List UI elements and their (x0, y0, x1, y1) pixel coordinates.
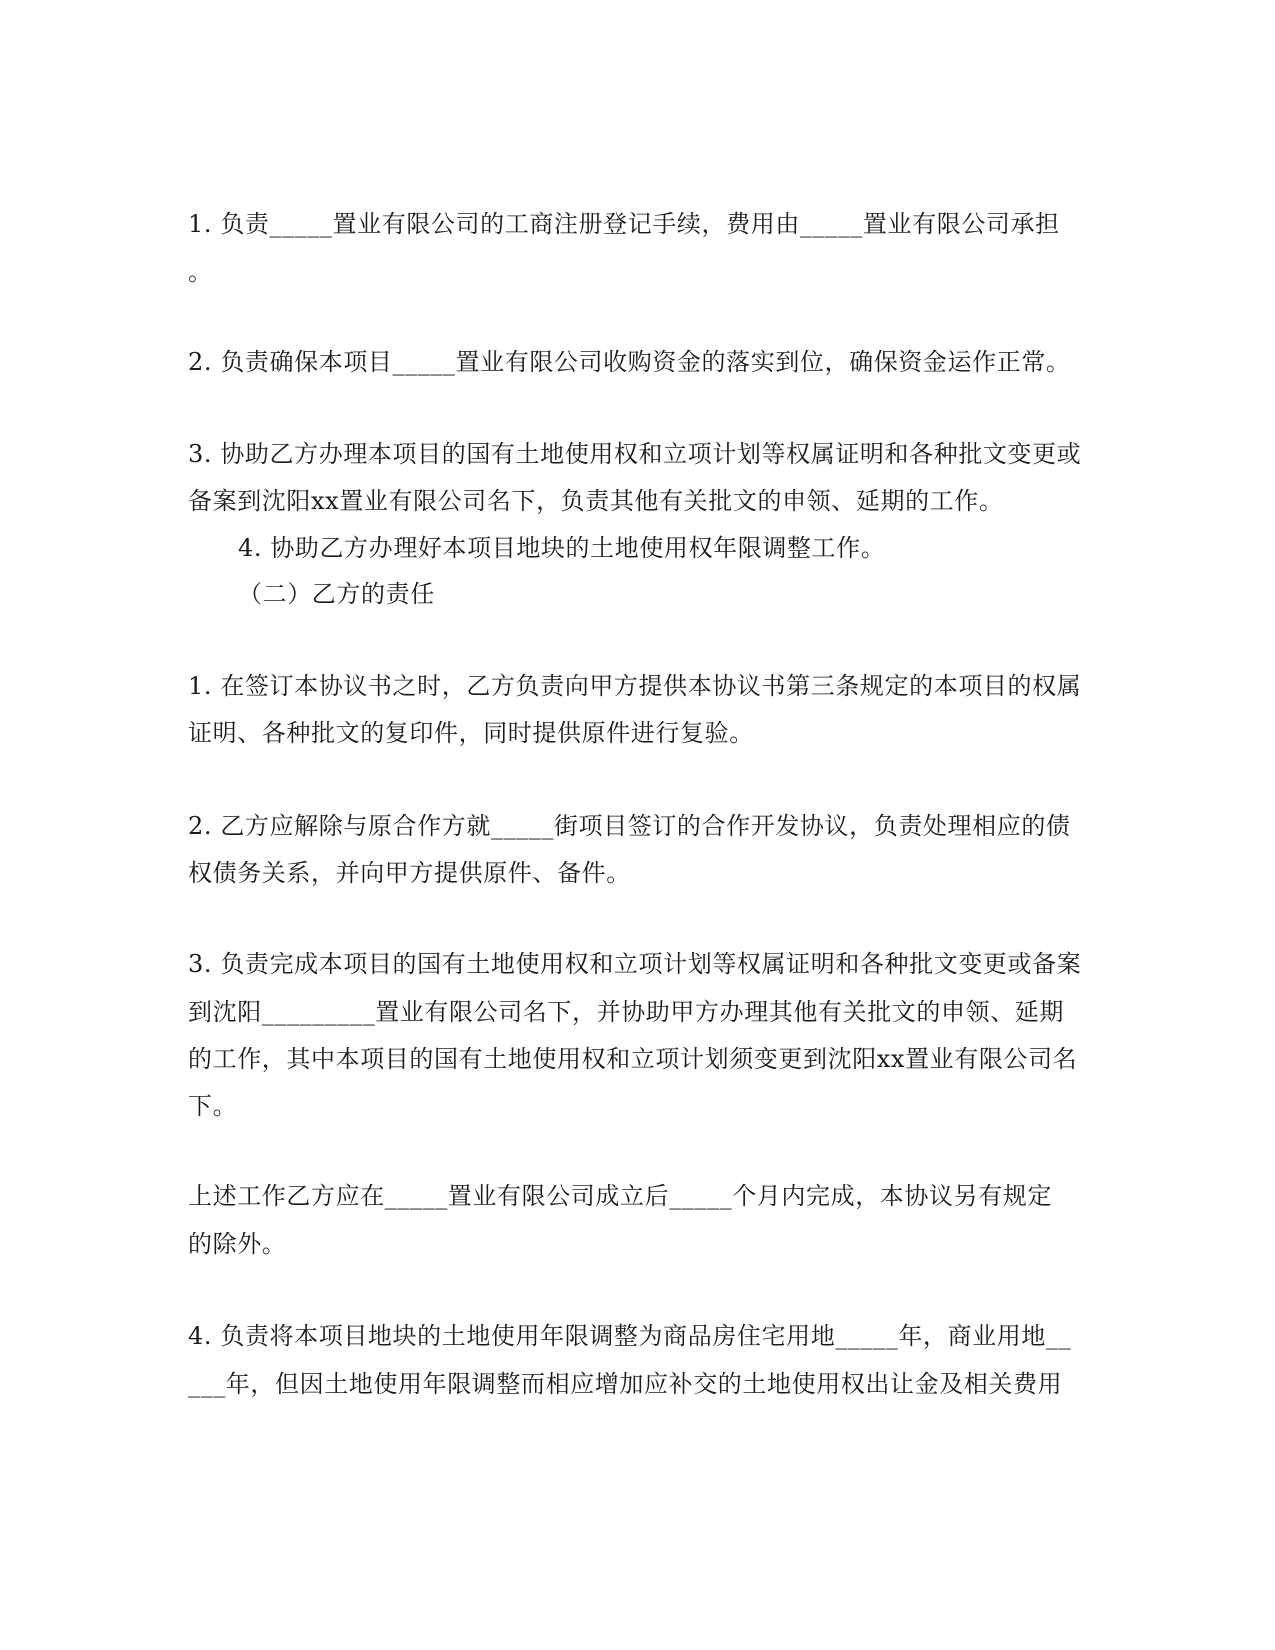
text-line-party-b-duty-3-cont-2: 的工作，其中本项目的国有土地使用权和立项计划须变更到沈阳xx置业有限公司名 (188, 1045, 1078, 1073)
text-line-party-a-duty-3-cont: 备案到沈阳xx置业有限公司名下，负责其他有关批文的申领、延期的工作。 (188, 487, 1004, 515)
text-line-party-a-duty-1: 1. 负责_____置业有限公司的工商注册登记手续，费用由_____置业有限公司承担 (188, 210, 1060, 238)
text-line-party-b-duty-2: 2. 乙方应解除与原合作方就_____街项目签订的合作开发协议，负责处理相应的债 (188, 812, 1071, 840)
text-line-party-b-duty-3: 3. 负责完成本项目的国有土地使用权和立项计划等权属证明和各种批文变更或备案 (188, 950, 1082, 978)
text-line-party-a-duty-4: 4. 协助乙方办理好本项目地块的土地使用权年限调整工作。 (238, 534, 886, 562)
text-line-party-a-duty-2: 2. 负责确保本项目_____置业有限公司收购资金的落实到位，确保资金运作正常。 (188, 348, 1071, 376)
text-line-deadline: 上述工作乙方应在_____置业有限公司成立后_____个月内完成，本协议另有规定 (188, 1182, 1052, 1210)
text-line-deadline-cont: 的除外。 (188, 1230, 287, 1258)
text-line-party-b-duty-3-cont-1: 到沈阳_________置业有限公司名下，并协助甲方办理其他有关批文的申领、延期 (188, 998, 1064, 1026)
section-heading-party-b: （二）乙方的责任 (238, 580, 435, 608)
text-line-party-b-duty-1: 1. 在签订本协议书之时，乙方负责向甲方提供本协议书第三条规定的本项目的权属 (188, 672, 1082, 700)
text-line-party-b-duty-4: 4. 负责将本项目地块的土地使用年限调整为商品房住宅用地_____年，商业用地__ (188, 1322, 1072, 1350)
text-line-party-b-duty-2-cont: 权债务关系，并向甲方提供原件、备件。 (188, 859, 631, 887)
text-line-party-a-duty-3: 3. 协助乙方办理本项目的国有土地使用权和立项计划等权属证明和各种批文变更或 (188, 440, 1082, 468)
text-line-party-b-duty-3-cont-3: 下。 (188, 1092, 238, 1120)
text-line-party-a-duty-1-end: 。 (188, 258, 213, 286)
text-line-party-b-duty-1-cont: 证明、各种批文的复印件，同时提供原件进行复验。 (188, 719, 754, 747)
text-line-party-b-duty-4-cont: ___年，但因土地使用年限调整而相应增加应补交的土地使用权出让金及相关费用 (188, 1370, 1063, 1398)
